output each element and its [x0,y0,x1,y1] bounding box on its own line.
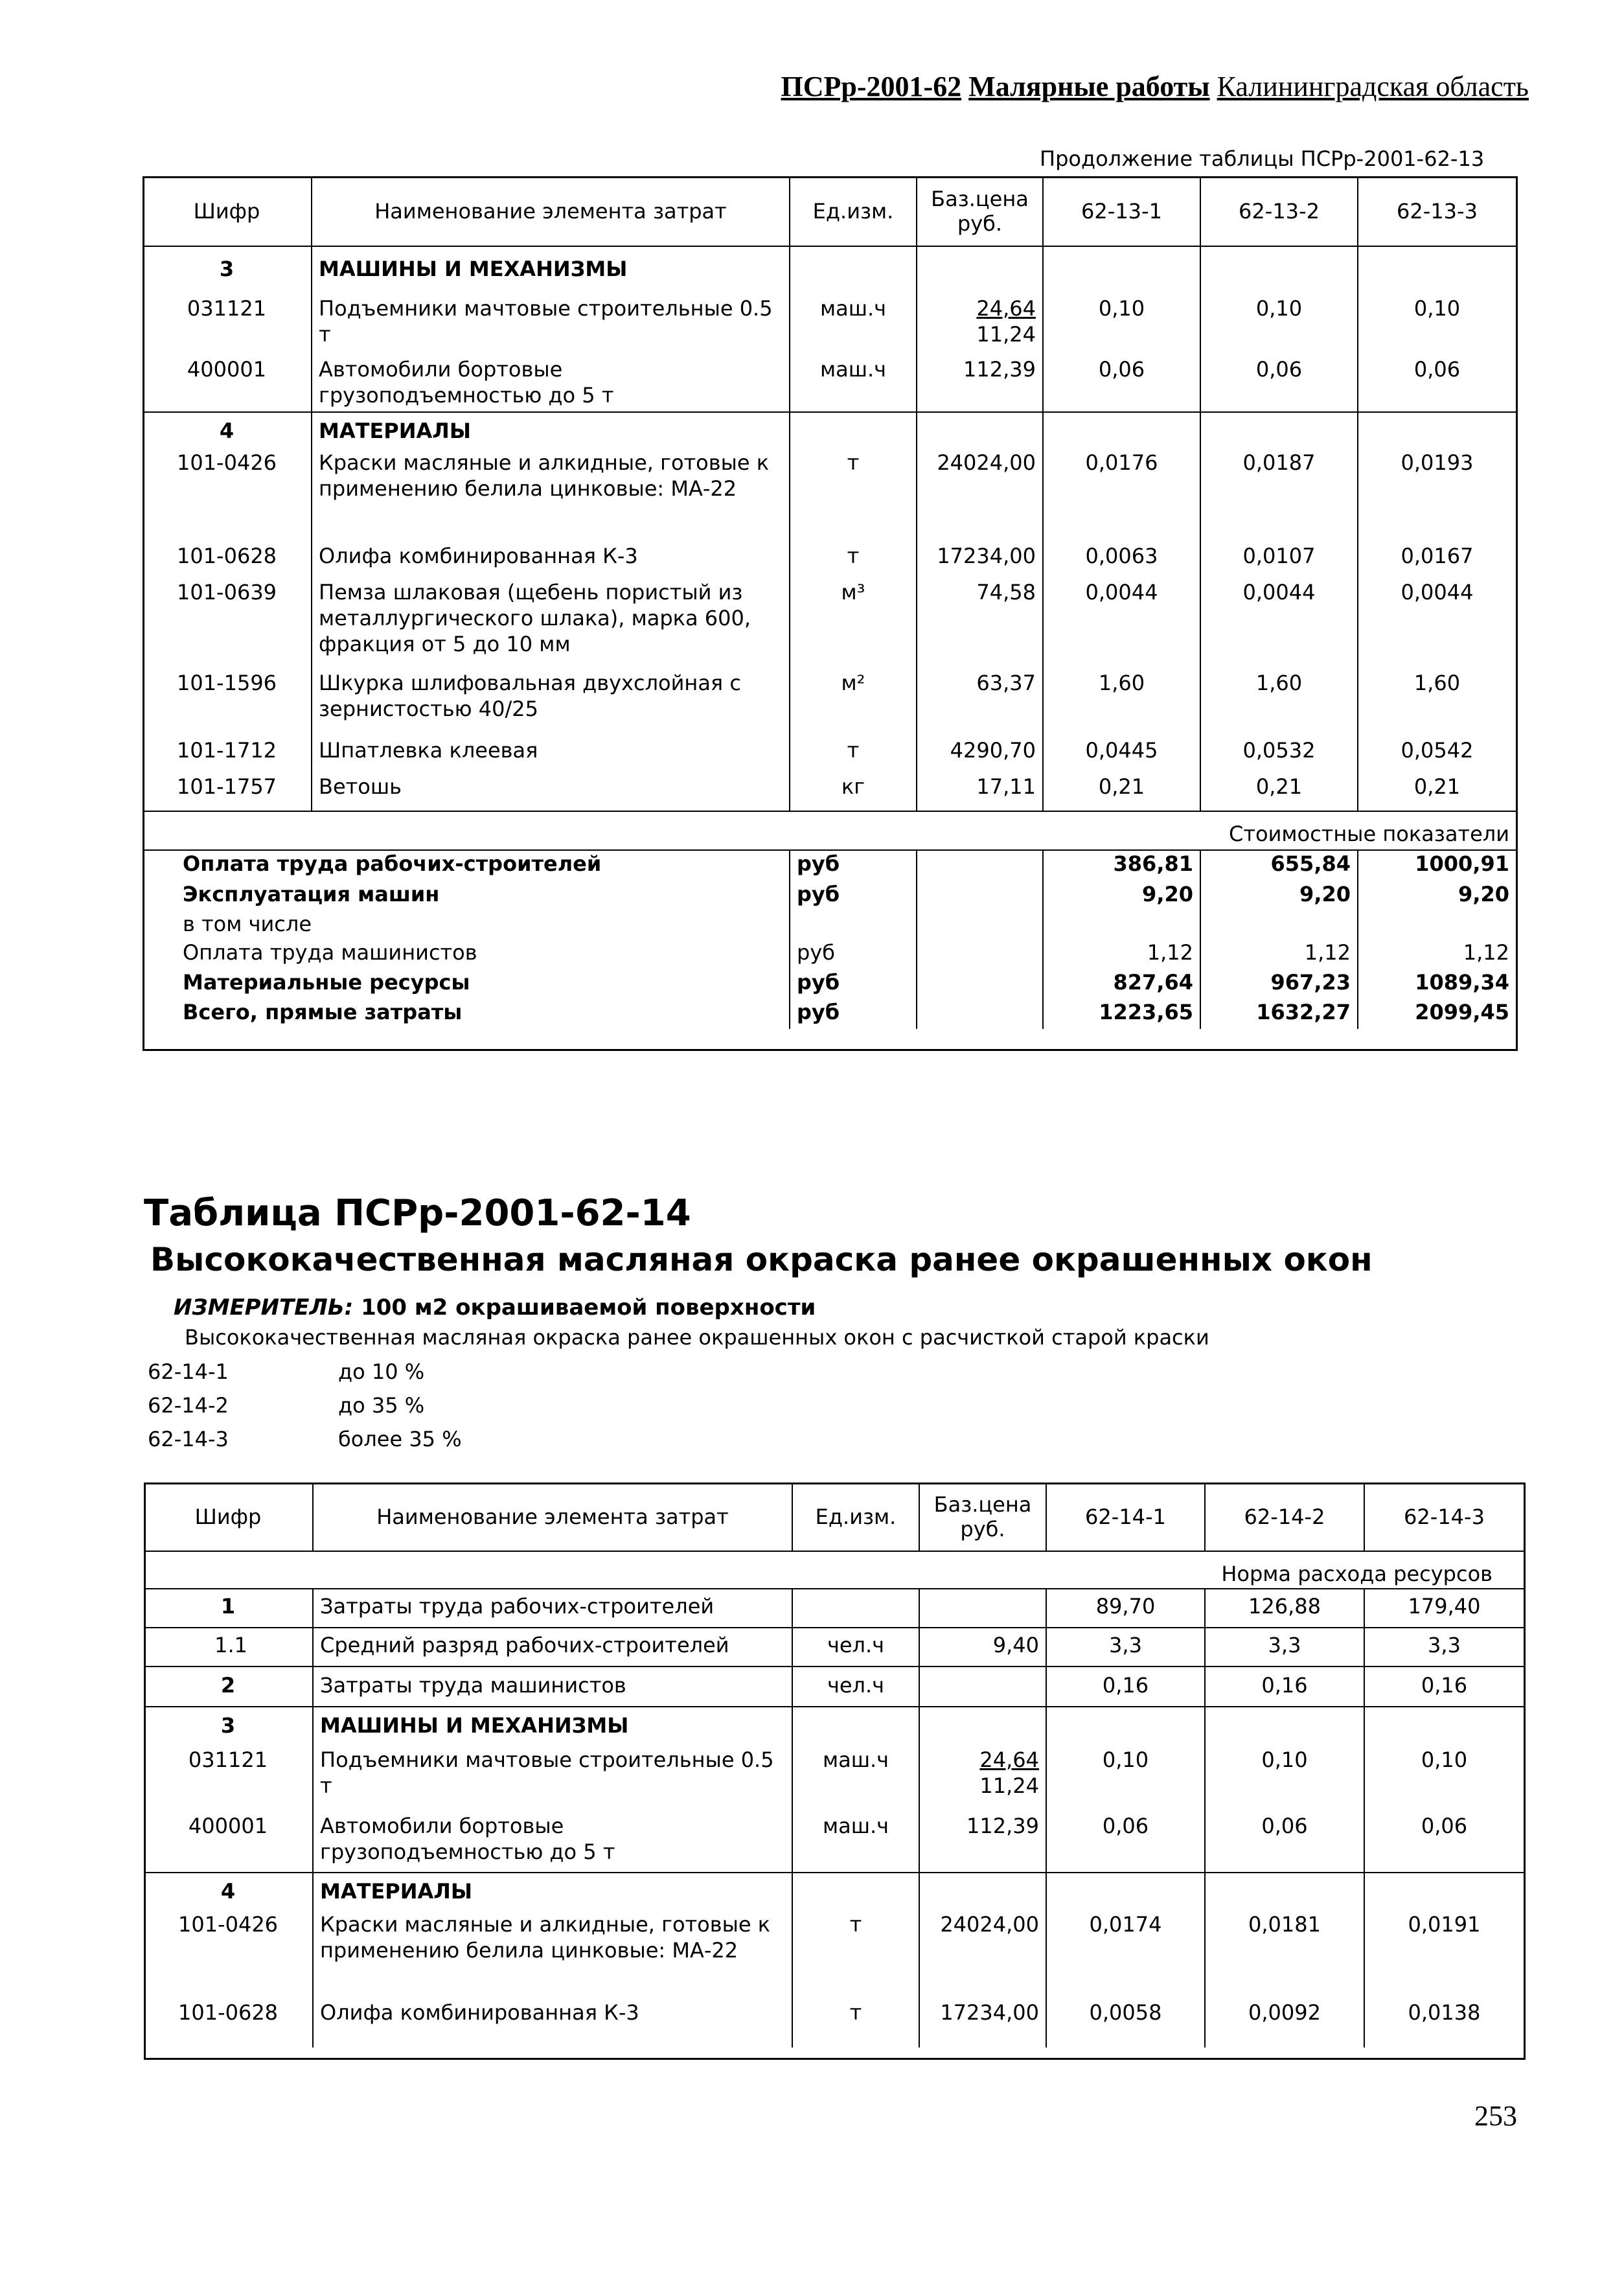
row-price: 74,58 [917,578,1043,669]
row-v2: 0,06 [1205,1810,1364,1873]
th-v2: 62-14-2 [1205,1482,1364,1551]
table-row [143,669,1516,732]
row-v1: 0,16 [1046,1667,1205,1707]
row-unit: т [790,732,917,772]
row-name: Затраты труда рабочих-строителей [313,1589,792,1628]
row-name: Средний разряд рабочих-строителей [313,1628,792,1667]
cost-label: Стоимостные показатели [143,811,1516,850]
row-v2: 0,16 [1205,1667,1364,1707]
row-price [919,1743,1046,1810]
row-unit: маш.ч [790,352,917,412]
row-v3: 0,10 [1421,1748,1468,1772]
row-price-value: 24,64 [979,1748,1039,1772]
table-row [144,1873,1524,1909]
row-code: 2 [144,1667,313,1707]
measure-line [174,1295,816,1321]
row-v3: 179,40 [1364,1589,1524,1628]
th-price: Баз.цена руб. [917,176,1043,246]
row-unit: т [790,448,917,539]
total-v2: 655,84 [1200,850,1358,881]
row-v1: 0,06 [1046,1810,1205,1873]
row-unit: чел.ч [792,1628,919,1667]
table1-caption: Продолжение таблицы ПСРр-2001-62-13 [1040,146,1485,171]
row-code: 1 [144,1589,313,1628]
total-name: Оплата труда машинистов [143,940,790,969]
row-code: 101-0628 [144,1992,313,2048]
th-unit: Ед.изм. [790,176,917,246]
row-v2: 0,0107 [1200,539,1358,578]
table2-header-row [144,1482,1524,1551]
row-code: 101-0639 [143,578,312,669]
row-price: 4290,70 [917,732,1043,772]
section-code: 3 [143,246,312,286]
row-code: 400001 [143,352,312,412]
row-name: Ветошь [312,772,790,811]
row-unit: м² [790,669,917,732]
row-name: Подъемники мачтовые строительные 0.5 т [313,1743,792,1810]
row-v1: 0,10 [1046,1743,1205,1810]
table-row [143,772,1516,811]
section-title: Таблица ПСРр-2001-62-14 [144,1192,691,1234]
th-v2: 62-13-2 [1200,176,1358,246]
row-price-second: 11,24 [979,1773,1039,1798]
total-row [143,999,1516,1029]
table-row [144,1589,1524,1628]
row-unit: м³ [790,578,917,669]
norm-label-row [144,1551,1524,1589]
table-row [143,412,1516,448]
total-unit: руб [790,850,917,881]
row-v2: 0,10 [1200,286,1358,352]
section-name: МАТЕРИАЛЫ [312,412,790,448]
row-v1: 0,06 [1043,352,1200,412]
table-row [144,1667,1524,1707]
total-v1: 386,81 [1043,850,1200,881]
row-v2: 0,10 [1205,1743,1364,1810]
row-price: 17234,00 [919,1992,1046,2048]
th-v1: 62-13-1 [1043,176,1200,246]
total-v1: 1223,65 [1043,999,1200,1029]
row-code: 400001 [144,1810,313,1873]
norm-label: Норма расхода ресурсов [144,1551,1524,1589]
total-v3: 1,12 [1463,940,1509,965]
row-unit: маш.ч [792,1810,919,1873]
variant-desc: до 10 % [338,1359,425,1384]
row-v3: 0,16 [1364,1667,1524,1707]
total-unit: руб [790,999,917,1029]
row-code: 101-0426 [144,1909,313,1992]
th-name: Наименование элемента затрат [313,1482,792,1551]
total-name: в том числе [143,911,790,940]
row-price: 9,40 [919,1628,1046,1667]
table-row [143,246,1516,286]
table1 [143,176,1516,1029]
table2 [144,1482,1524,2048]
row-price-second: 11,24 [976,322,1036,347]
row-v3: 0,0044 [1401,580,1474,605]
row-name: Автомобили бортовые грузоподъемностью до 5 т [312,352,790,412]
row-v1: 0,21 [1043,772,1200,811]
total-v1: 1,12 [1043,940,1200,969]
section-code: 3 [144,1707,313,1743]
table-row [144,1810,1524,1873]
row-name: Краски масляные и алкидные, готовые к применению белила цинковые: МА-22 [312,448,790,539]
table-row [143,732,1516,772]
row-v2: 0,0092 [1205,1992,1364,2048]
row-v2: 0,0181 [1205,1909,1364,1992]
table-row [144,1909,1524,1992]
variant-code: 62-14-3 [148,1427,229,1451]
row-unit: маш.ч [792,1743,919,1810]
section-description: Высококачественная масляная окраска ранее окрашенных окон с расчисткой старой краски [185,1325,1209,1350]
row-price: 63,37 [917,669,1043,732]
row-unit [792,1589,919,1628]
row-v1: 89,70 [1046,1589,1205,1628]
row-v2: 0,0044 [1200,578,1358,669]
th-price: Баз.цена руб. [919,1482,1046,1551]
row-v2: 1,60 [1200,669,1358,732]
section-name: МАШИНЫ И МЕХАНИЗМЫ [312,246,790,286]
table-row [144,1628,1524,1667]
total-unit: руб [790,940,917,969]
row-v3: 0,21 [1413,774,1461,799]
row-v2: 3,3 [1205,1628,1364,1667]
total-row [143,850,1516,881]
row-v3: 0,10 [1413,296,1461,321]
th-code: Шифр [143,176,312,246]
row-unit: т [792,1992,919,2048]
th-code: Шифр [144,1482,313,1551]
total-row [143,969,1516,999]
row-price [919,1667,1046,1707]
total-v3: 9,20 [1458,882,1509,906]
total-v2: 9,20 [1200,881,1358,911]
table-row [144,1707,1524,1743]
th-v3: 62-14-3 [1364,1482,1524,1551]
row-v2: 0,0187 [1200,448,1358,539]
table-row [143,539,1516,578]
row-code: 031121 [143,286,312,352]
header-title: Малярные работы [968,71,1210,102]
section-name: МАШИНЫ И МЕХАНИЗМЫ [313,1707,792,1743]
total-v2: 1,12 [1200,940,1358,969]
row-v3: 0,06 [1421,1814,1468,1838]
section-subtitle: Высококачественная масляная окраска ранее окрашенных окон [150,1241,1373,1278]
th-unit: Ед.изм. [792,1482,919,1551]
table-row [143,448,1516,539]
row-v1: 0,10 [1043,286,1200,352]
row-v3: 0,0542 [1401,738,1474,763]
row-v3: 1,60 [1413,671,1461,695]
row-price: 24024,00 [917,448,1043,539]
variant-desc: более 35 % [338,1427,462,1451]
row-v3: 0,06 [1413,357,1461,382]
row-unit: чел.ч [792,1667,919,1707]
row-name: Шкурка шлифовальная двухслойная с зернистостью 40/25 [312,669,790,732]
row-unit: т [790,539,917,578]
row-code: 101-1712 [143,732,312,772]
row-v2: 0,21 [1200,772,1358,811]
row-price: 24024,00 [919,1909,1046,1992]
table-row [144,1992,1524,2048]
section-code: 4 [143,412,312,448]
row-unit: маш.ч [790,286,917,352]
row-v1: 0,0063 [1043,539,1200,578]
total-name: Материальные ресурсы [143,969,790,999]
total-v1: 9,20 [1043,881,1200,911]
row-v1: 1,60 [1043,669,1200,732]
row-name: Олифа комбинированная К-3 [312,539,790,578]
total-row [143,940,1516,969]
total-v1: 827,64 [1043,969,1200,999]
row-name: Подъемники мачтовые строительные 0.5 т [312,286,790,352]
total-unit: руб [790,969,917,999]
header-code: ПСРр-2001-62 [781,71,962,102]
variant-code: 62-14-1 [148,1359,229,1384]
table1-header-row [143,176,1516,246]
row-unit: т [792,1909,919,1992]
th-name: Наименование элемента затрат [312,176,790,246]
row-v1: 3,3 [1046,1628,1205,1667]
row-code: 031121 [144,1743,313,1810]
page-header [719,70,1529,103]
row-v3: 3,3 [1364,1628,1524,1667]
row-price-value: 24,64 [976,296,1036,321]
page-number: 253 [1474,2100,1517,2132]
row-price [919,1589,1046,1628]
total-row [143,881,1516,911]
row-price: 17,11 [917,772,1043,811]
row-v2: 126,88 [1205,1589,1364,1628]
row-v3: 0,0191 [1408,1912,1481,1937]
measure-value: 100 м2 окрашиваемой поверхности [361,1295,816,1321]
total-unit: руб [790,881,917,911]
total-v3: 2099,45 [1415,1000,1509,1024]
row-v1: 0,0445 [1043,732,1200,772]
total-name: Эксплуатация машин [143,881,790,911]
row-v1: 0,0058 [1046,1992,1205,2048]
row-price: 112,39 [917,352,1043,412]
row-code: 101-1596 [143,669,312,732]
row-v3: 0,0138 [1408,2000,1481,2025]
total-v3: 1089,34 [1415,970,1509,995]
section-name: МАТЕРИАЛЫ [313,1873,792,1909]
measure-label: ИЗМЕРИТЕЛЬ: [174,1295,354,1321]
table-row [143,286,1516,352]
total-row [143,911,1516,940]
section-code: 4 [144,1873,313,1909]
row-name: Краски масляные и алкидные, готовые к применению белила цинковые: МА-22 [313,1909,792,1992]
row-code: 101-0628 [143,539,312,578]
row-name: Автомобили бортовые грузоподъемностью до 5 т [313,1810,792,1873]
table-row [143,578,1516,669]
row-v1: 0,0176 [1043,448,1200,539]
total-v2: 967,23 [1200,969,1358,999]
table-row [143,352,1516,412]
th-v3: 62-13-3 [1358,176,1516,246]
variant-code: 62-14-2 [148,1393,229,1418]
row-v1: 0,0174 [1046,1909,1205,1992]
total-v2: 1632,27 [1200,999,1358,1029]
total-name: Всего, прямые затраты [143,999,790,1029]
row-v3: 0,0193 [1401,450,1474,475]
row-v1: 0,0044 [1043,578,1200,669]
row-price: 17234,00 [917,539,1043,578]
row-price [917,286,1043,352]
row-v3: 0,0167 [1401,544,1474,568]
row-unit: кг [790,772,917,811]
row-name: Шпатлевка клеевая [312,732,790,772]
row-code: 101-1757 [143,772,312,811]
variant-desc: до 35 % [338,1393,425,1418]
row-price: 112,39 [919,1810,1046,1873]
row-name: Затраты труда машинистов [313,1667,792,1707]
row-name: Пемза шлаковая (щебень пористый из металлургического шлака), марка 600, фракция от 5 до 10 мм [312,578,790,669]
th-v1: 62-14-1 [1046,1482,1205,1551]
header-region: Калининградская область [1217,71,1529,102]
total-name: Оплата труда рабочих-строителей [143,850,790,881]
row-code: 101-0426 [143,448,312,539]
row-name: Олифа комбинированная К-3 [313,1992,792,2048]
cost-label-row [143,811,1516,850]
row-v2: 0,0532 [1200,732,1358,772]
total-v3: 1000,91 [1415,851,1509,876]
row-code: 1.1 [144,1628,313,1667]
table-row [144,1743,1524,1810]
row-v2: 0,06 [1200,352,1358,412]
